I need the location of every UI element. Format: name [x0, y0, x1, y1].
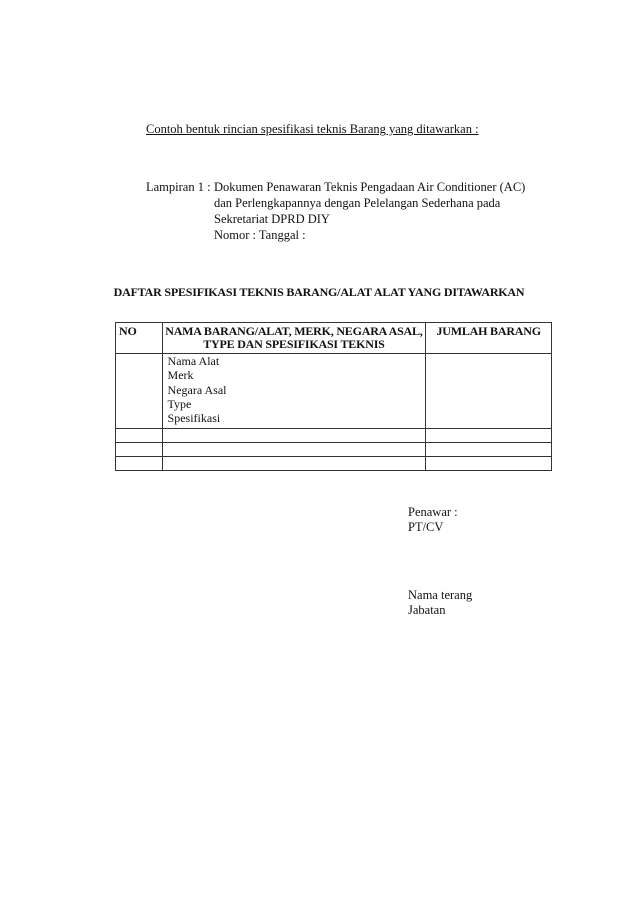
lampiran-line: Dokumen Penawaran Teknis Pengadaan Air Conditioner (AC) — [214, 180, 526, 194]
signature-company-block — [408, 505, 458, 535]
lampiran-line: Nomor : Tanggal : — [214, 228, 306, 242]
detail-line: Spesifikasi — [167, 411, 221, 426]
header-no: NO — [116, 323, 163, 354]
cell-no — [116, 354, 163, 429]
specification-table — [115, 322, 552, 471]
lampiran-line: Sekretariat DPRD DIY — [214, 212, 330, 226]
header-quantity: JUMLAH BARANG — [426, 323, 552, 354]
cell-quantity — [426, 457, 552, 471]
document-title: DAFTAR SPESIFIKASI TEKNIS BARANG/ALAT ALAT YANG DITAWARKAN — [113, 285, 525, 299]
cell-item-details — [162, 443, 426, 457]
name-label: Nama terang — [408, 588, 473, 602]
lampiran-description — [214, 180, 525, 244]
signature-name-block — [408, 588, 472, 618]
lampiran-line: dan Perlengkapannya dengan Pelelangan Sederhana pada — [214, 196, 501, 210]
cell-quantity — [426, 443, 552, 457]
detail-line: Type — [167, 396, 192, 411]
table-row — [116, 457, 552, 471]
intro-text: Contoh bentuk rincian spesifikasi teknis Barang yang ditawarkan : — [146, 122, 479, 136]
penawar-label: Penawar : — [408, 505, 458, 519]
cell-item-details — [162, 429, 426, 443]
table-header-row — [116, 323, 552, 354]
header-item-name — [162, 323, 426, 354]
cell-no — [116, 457, 163, 471]
table-row — [116, 443, 552, 457]
cell-quantity — [426, 354, 552, 429]
lampiran-label: Lampiran 1 : — [146, 180, 211, 194]
table-row — [116, 354, 552, 429]
cell-quantity — [426, 429, 552, 443]
detail-line: Negara Asal — [167, 382, 227, 397]
cell-no — [116, 429, 163, 443]
position-label: Jabatan — [408, 603, 446, 617]
cell-no — [116, 443, 163, 457]
detail-line: Nama Alat — [167, 354, 220, 368]
header-item-name-line1: NAMA BARANG/ALAT, MERK, NEGARA ASAL, — [165, 324, 423, 338]
table-row — [116, 429, 552, 443]
detail-line: Merk — [167, 368, 194, 383]
cell-item-details — [162, 457, 426, 471]
cell-item-details — [162, 354, 426, 429]
header-item-name-line2: TYPE DAN SPESIFIKASI TEKNIS — [203, 337, 385, 351]
company-label: PT/CV — [408, 520, 444, 534]
